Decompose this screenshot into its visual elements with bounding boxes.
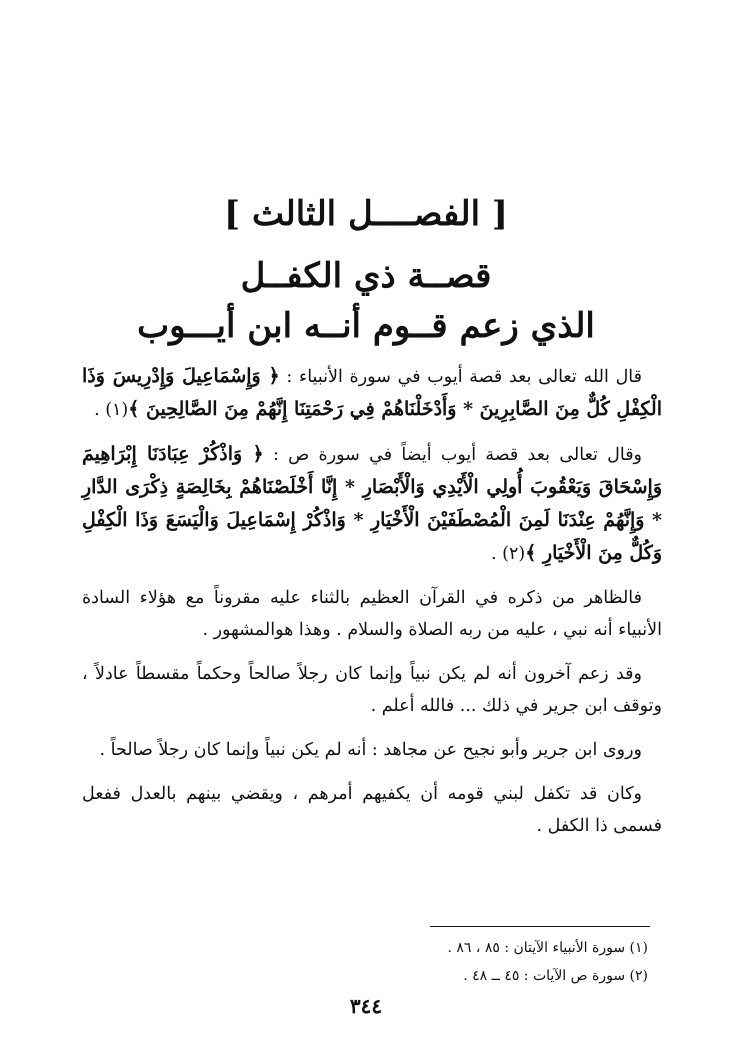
story-subtitle: الذي زعم قــوم أنــه ابن أيـــوب [137, 306, 595, 346]
paragraph-quran-sad [82, 438, 662, 570]
footnotes [228, 934, 648, 990]
paragraph-intro: وقال تعالى بعد قصة أيوب أيضاً في سورة ص : [263, 445, 643, 465]
story-title: قصــة ذي الكفــل [240, 256, 492, 296]
footnote-item: (٢) سورة ص الآيات : ٤٥ ــ ٤٨ . [463, 968, 648, 984]
paragraph: وكان قد تكفل لبني قومه أن يكفيهم أمرهم ، ويقضي بينهم بالعدل ففعل فسمى ذا الكفل . [82, 784, 662, 836]
paragraph-quran-anbiya [82, 360, 662, 426]
paragraph: فالظاهر من ذكره في القرآن العظيم بالثناء عليه مقروناً مع هؤلاء السادة الأنبياء أنه نبي ، عليه من ربه الصلاة والسلام . وهذا هوالمشهور . [82, 588, 662, 640]
footnote-ref: (١) . [94, 400, 129, 420]
footnote-item: (١) سورة الأنبياء الآيتان : ٨٥ ، ٨٦ . [447, 940, 648, 956]
paragraph-intro: قال الله تعالى بعد قصة أيوب في سورة الأنبياء : [279, 367, 642, 387]
quran-verse: ﴿ وَإِسْمَاعِيلَ وَإِدْرِيسَ وَذَا الْكِفْلِ كُلٌّ مِنَ الصَّابِرِينَ * وَأَدْخَلْنَاهُمْ فِي رَحْمَتِنَا إِنَّهُمْ مِنَ الصَّالِحِينَ ﴾ [82, 365, 662, 420]
footnote-ref: (٢) . [491, 544, 526, 564]
footnote-divider [430, 926, 650, 927]
quran-verse: ﴿ وَاذْكُرْ عِبَادَنَا إِبْرَاهِيمَ وَإِسْحَاقَ وَيَعْقُوبَ أُولِي الْأَيْدِي وَالْأَبْصَارِ * إِنَّا أَخْلَصْنَاهُمْ بِخَالِصَةٍ ذِكْرَى الدَّارِ * وَإِنَّهُمْ عِنْدَنَا لَمِنَ الْمُصْطَفَيْنَ الْأَخْيَارِ * وَاذْكُرْ إِسْمَاعِيلَ وَالْيَسَعَ وَذَا الْكِفْلِ وَكُلٌّ مِنَ الْأَخْيَارِ ﴾ [82, 443, 662, 564]
page-number: ٣٤٤ [349, 994, 383, 1018]
body-text [82, 360, 662, 854]
paragraph: وقد زعم آخرون أنه لم يكن نبياً وإنما كان رجلاً صالحاً وحكماً مقسطاً عادلاً ، وتوقف ابن جرير في ذلك ... فالله أعلم . [82, 664, 662, 716]
chapter-label: [ الفصــــل الثالث ] [224, 194, 508, 234]
paragraph: وروى ابن جرير وأبو نجيح عن مجاهد : أنه لم يكن نبياً وإنما كان رجلاً صالحاً . [99, 740, 642, 760]
